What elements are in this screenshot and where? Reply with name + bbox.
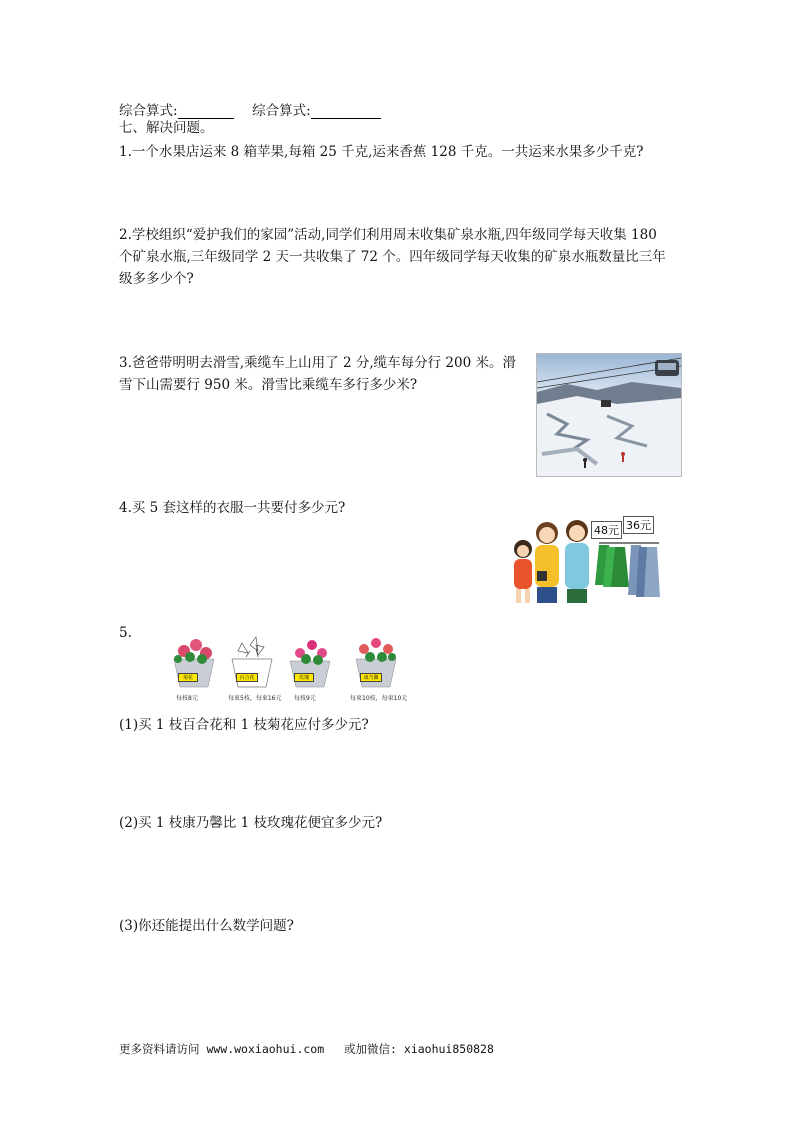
question-5-sub-1: (1)买 1 枝百合花和 1 枝菊花应付多少元? [119,717,369,733]
question-1: 1.一个水果店运来 8 箱苹果,每箱 25 千克,运来香蕉 128 千克。一共运来水果多少千克? [119,144,644,160]
question-3-line-1: 3.爸爸带明明去滑雪,乘缆车上山用了 2 分,缆车每分行 200 米。滑 [119,355,516,371]
flower-price-1: 每枝8元 [176,695,198,702]
section-title: 七、解决问题。 [119,120,214,136]
question-5-sub-2: (2)买 1 枝康乃馨比 1 枝玫瑰花便宜多少元? [119,815,383,831]
flower-tag-1: 菊花 [178,673,198,682]
question-3-line-2: 雪下山需要行 950 米。滑雪比乘缆车多行多少米? [119,377,418,393]
question-2-line-1: 2.学校组织“爱护我们的家园”活动,同学们利用周末收集矿泉水瓶,四年级同学每天收集 180 [119,227,657,243]
question-5-number: 5. [119,625,132,641]
question-5-sub-3: (3)你还能提出什么数学问题? [119,918,294,934]
flower-price-2: 每束5枝，每束16元 [228,695,282,702]
price-tag-2: 36元 [623,516,654,534]
formula-line [119,99,381,119]
formula-blank-2[interactable] [311,104,381,119]
question-4: 4.买 5 套这样的衣服一共要付多少元? [119,500,346,516]
flower-tag-3: 玫瑰 [294,673,314,682]
footer-wechat: xiaohui850828 [403,1042,494,1056]
flower-price-3: 每枝9元 [294,695,316,702]
footer-text-2: 或加微信: [344,1042,397,1056]
price-tag-1: 48元 [591,521,622,539]
clothes-shop-image [503,513,663,605]
flower-tag-4: 康乃馨 [360,673,382,682]
flower-tag-2: 百合花 [236,673,258,682]
footer-url[interactable]: www.woxiaohui.com [206,1042,325,1056]
flowers-image [166,633,416,701]
formula-label-2: 综合算式: [252,103,311,119]
flower-price-4: 每束10枝，每束10元 [350,695,408,702]
footer-text-1: 更多资料请访问 [119,1042,200,1056]
formula-label-1: 综合算式: [119,103,178,119]
question-2-line-2: 个矿泉水瓶,三年级同学 2 天一共收集了 72 个。四年级同学每天收集的矿泉水瓶数量比三年 [119,249,666,265]
question-2-line-3: 级多多少个? [119,271,194,287]
ski-slope-image [536,353,682,477]
footer [119,1041,494,1057]
